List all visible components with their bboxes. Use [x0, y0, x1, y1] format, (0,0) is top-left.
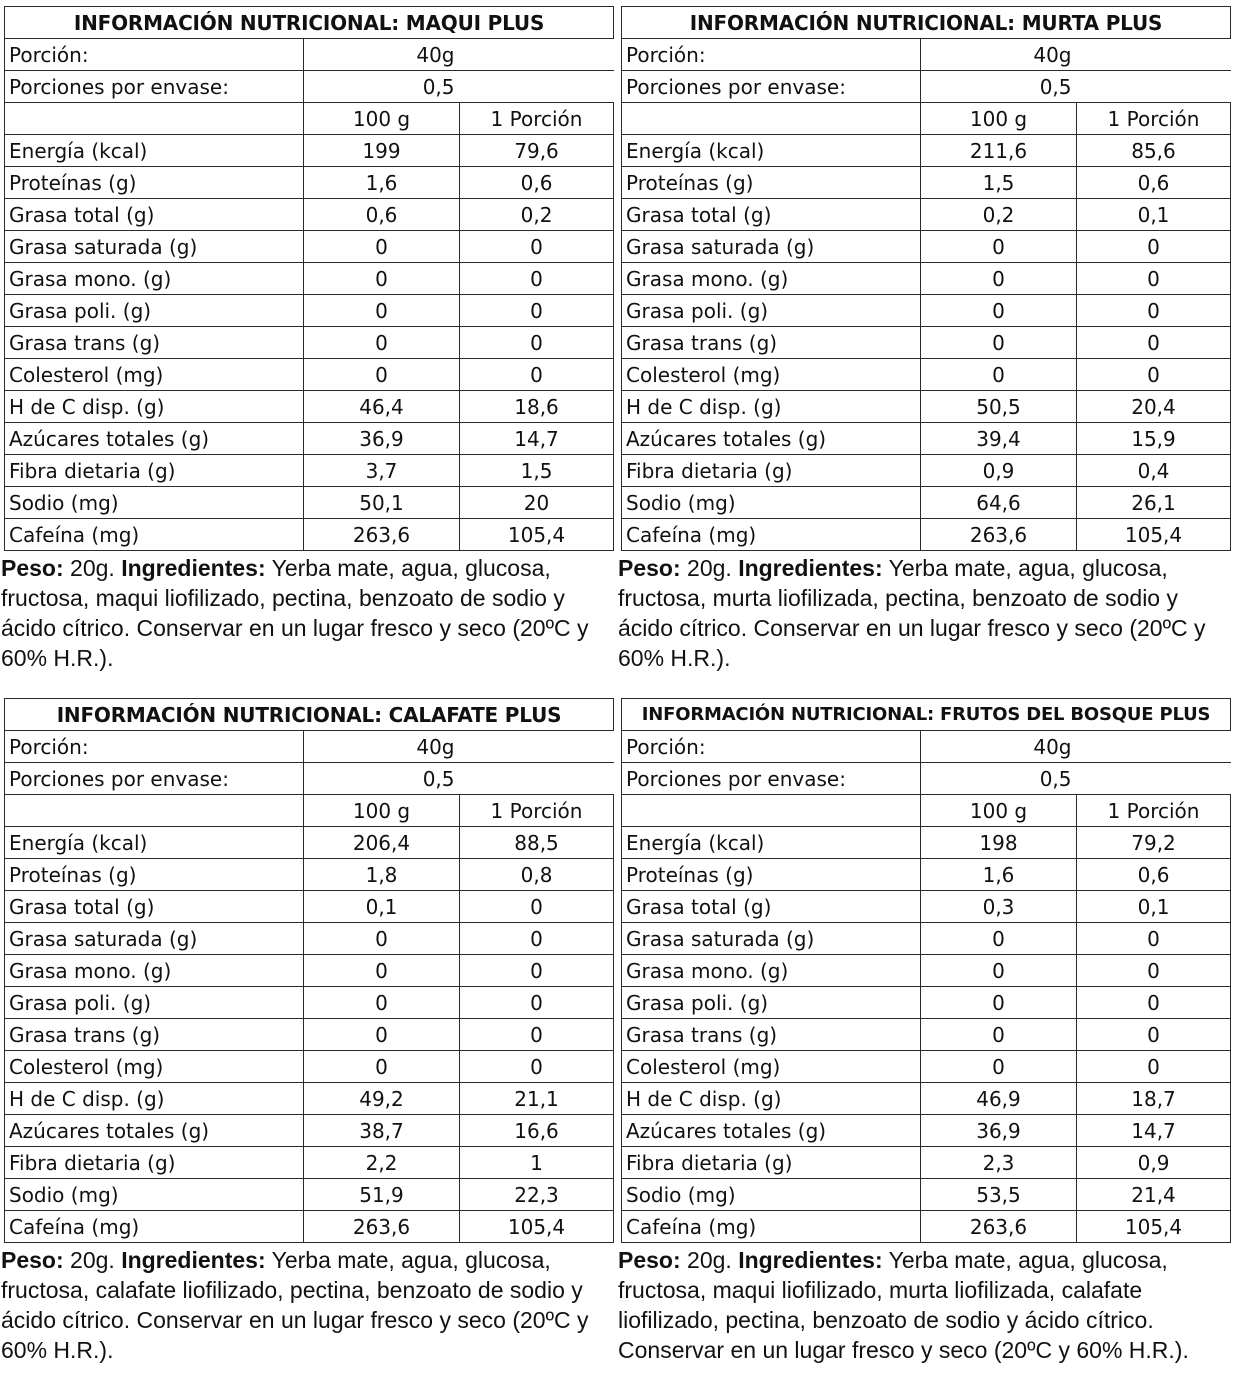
table-row: Sodio (mg) 51,9 22,3: [5, 1179, 614, 1211]
servings-value: 0,5: [304, 71, 460, 103]
servings-label: Porciones por envase:: [622, 763, 921, 795]
table-title: INFORMACIÓN NUTRICIONAL: CALAFATE PLUS: [5, 699, 614, 731]
portion-label: Porción:: [5, 39, 304, 71]
nutrition-table: [621, 698, 1231, 1243]
table-row: Grasa trans (g) 0 0: [622, 1019, 1231, 1051]
peso-label: Peso:: [618, 1247, 681, 1273]
ingredients-label: Ingredientes:: [121, 555, 266, 581]
table-row: Sodio (mg) 53,5 21,4: [622, 1179, 1231, 1211]
portion-value: 40g: [921, 731, 1077, 763]
portion-value: 40g: [304, 731, 460, 763]
table-row: Colesterol (mg) 0 0: [622, 359, 1231, 391]
table-row: Grasa poli. (g) 0 0: [5, 295, 614, 327]
table-row: Sodio (mg) 50,1 20: [5, 487, 614, 519]
nutrition-panel-frutos-del-bosque: [618, 698, 1230, 1365]
table-title: INFORMACIÓN NUTRICIONAL: MAQUI PLUS: [5, 7, 614, 39]
table-row: Proteínas (g) 1,8 0,8: [5, 859, 614, 891]
table-row: Fibra dietaria (g) 0,9 0,4: [622, 455, 1231, 487]
portion-label: Porción:: [622, 39, 921, 71]
column-header-portion: 1 Porción: [1077, 795, 1231, 827]
table-row: Grasa mono. (g) 0 0: [622, 955, 1231, 987]
table-title: INFORMACIÓN NUTRICIONAL: FRUTOS DEL BOSQUE PLUS: [622, 699, 1231, 731]
table-row: Fibra dietaria (g) 2,3 0,9: [622, 1147, 1231, 1179]
portion-value: 40g: [304, 39, 460, 71]
table-row: Grasa poli. (g) 0 0: [622, 295, 1231, 327]
ingredients-label: Ingredientes:: [738, 1247, 883, 1273]
nutrition-table: [4, 698, 614, 1243]
table-row: Proteínas (g) 1,5 0,6: [622, 167, 1231, 199]
ingredients-note: [1, 553, 617, 673]
table-row: Fibra dietaria (g) 3,7 1,5: [5, 455, 614, 487]
servings-label: Porciones por envase:: [5, 763, 304, 795]
peso-value: 20g.: [70, 555, 115, 581]
table-row: Grasa trans (g) 0 0: [622, 327, 1231, 359]
peso-label: Peso:: [618, 555, 681, 581]
nutrition-panel-murta: [618, 6, 1230, 673]
table-row: H de C disp. (g) 46,9 18,7: [622, 1083, 1231, 1115]
column-header-100g: 100 g: [304, 795, 460, 827]
table-row: Azúcares totales (g) 36,9 14,7: [622, 1115, 1231, 1147]
servings-value: 0,5: [304, 763, 460, 795]
ingredients-label: Ingredientes:: [121, 1247, 266, 1273]
table-row: Grasa saturada (g) 0 0: [5, 231, 614, 263]
table-row: Grasa trans (g) 0 0: [5, 1019, 614, 1051]
nutrition-table: [4, 6, 614, 551]
table-row: Energía (kcal) 206,4 88,5: [5, 827, 614, 859]
table-row: H de C disp. (g) 46,4 18,6: [5, 391, 614, 423]
servings-value: 0,5: [921, 763, 1077, 795]
table-row: Colesterol (mg) 0 0: [5, 1051, 614, 1083]
portion-value: 40g: [921, 39, 1077, 71]
peso-value: 20g.: [687, 1247, 732, 1273]
servings-value: 0,5: [921, 71, 1077, 103]
column-header-portion: 1 Porción: [1077, 103, 1231, 135]
table-row: Grasa poli. (g) 0 0: [5, 987, 614, 1019]
table-row: Proteínas (g) 1,6 0,6: [622, 859, 1231, 891]
table-row: Colesterol (mg) 0 0: [622, 1051, 1231, 1083]
table-row: Grasa total (g) 0,3 0,1: [622, 891, 1231, 923]
peso-label: Peso:: [1, 555, 64, 581]
peso-label: Peso:: [1, 1247, 64, 1273]
ingredients-text: Yerba mate, agua, glucosa, fructosa, murta liofilizada, pectina, benzoato de sodio y ácido cítrico. Conservar en un lugar fresco y seco (20ºC y 60% H.R.).: [618, 555, 1206, 671]
table-row: H de C disp. (g) 50,5 20,4: [622, 391, 1231, 423]
ingredients-text: Yerba mate, agua, glucosa, fructosa, maqui liofilizado, pectina, benzoato de sodio y ácido cítrico. Conservar en un lugar fresco y seco (20ºC y 60% H.R.).: [1, 555, 589, 671]
table-row: Grasa total (g) 0,1 0: [5, 891, 614, 923]
table-row: Sodio (mg) 64,6 26,1: [622, 487, 1231, 519]
table-row: Proteínas (g) 1,6 0,6: [5, 167, 614, 199]
table-row: Cafeína (mg) 263,6 105,4: [622, 1211, 1231, 1243]
table-row: Colesterol (mg) 0 0: [5, 359, 614, 391]
column-header-portion: 1 Porción: [460, 103, 614, 135]
table-row: Grasa saturada (g) 0 0: [5, 923, 614, 955]
servings-label: Porciones por envase:: [5, 71, 304, 103]
column-header-100g: 100 g: [921, 103, 1077, 135]
table-row: Grasa mono. (g) 0 0: [622, 263, 1231, 295]
table-row: Energía (kcal) 198 79,2: [622, 827, 1231, 859]
table-title: INFORMACIÓN NUTRICIONAL: MURTA PLUS: [622, 7, 1231, 39]
table-row: Fibra dietaria (g) 2,2 1: [5, 1147, 614, 1179]
nutrition-panel-calafate: [1, 698, 613, 1365]
table-row: H de C disp. (g) 49,2 21,1: [5, 1083, 614, 1115]
table-row: Grasa saturada (g) 0 0: [622, 231, 1231, 263]
table-row: Grasa trans (g) 0 0: [5, 327, 614, 359]
peso-value: 20g.: [70, 1247, 115, 1273]
table-row: Grasa poli. (g) 0 0: [622, 987, 1231, 1019]
column-header-100g: 100 g: [921, 795, 1077, 827]
table-row: Cafeína (mg) 263,6 105,4: [5, 1211, 614, 1243]
nutrition-panel-maqui: [1, 6, 613, 673]
table-row: Azúcares totales (g) 36,9 14,7: [5, 423, 614, 455]
portion-label: Porción:: [622, 731, 921, 763]
table-row: Azúcares totales (g) 39,4 15,9: [622, 423, 1231, 455]
column-header-100g: 100 g: [304, 103, 460, 135]
table-row: Energía (kcal) 199 79,6: [5, 135, 614, 167]
servings-label: Porciones por envase:: [622, 71, 921, 103]
table-row: Energía (kcal) 211,6 85,6: [622, 135, 1231, 167]
table-row: Grasa total (g) 0,6 0,2: [5, 199, 614, 231]
portion-label: Porción:: [5, 731, 304, 763]
nutrition-table: [621, 6, 1231, 551]
table-row: Grasa mono. (g) 0 0: [5, 263, 614, 295]
ingredients-note: [618, 553, 1234, 673]
column-header-portion: 1 Porción: [460, 795, 614, 827]
ingredients-text: Yerba mate, agua, glucosa, fructosa, calafate liofilizado, pectina, benzoato de sodio y ácido cítrico. Conservar en un lugar fresco y seco (20ºC y 60% H.R.).: [1, 1247, 589, 1363]
table-row: Grasa saturada (g) 0 0: [622, 923, 1231, 955]
table-row: Grasa mono. (g) 0 0: [5, 955, 614, 987]
ingredients-text: Yerba mate, agua, glucosa, fructosa, maqui liofilizado, murta liofilizada, calafate liofilizado, pectina, benzoato de sodio y ácido cítrico. Conservar en un lugar fresco y seco (20ºC y 60% H.R.).: [618, 1247, 1189, 1363]
ingredients-note: [1, 1245, 617, 1365]
ingredients-note: [618, 1245, 1234, 1365]
table-row: Cafeína (mg) 263,6 105,4: [622, 519, 1231, 551]
peso-value: 20g.: [687, 555, 732, 581]
ingredients-label: Ingredientes:: [738, 555, 883, 581]
table-row: Azúcares totales (g) 38,7 16,6: [5, 1115, 614, 1147]
table-row: Grasa total (g) 0,2 0,1: [622, 199, 1231, 231]
table-row: Cafeína (mg) 263,6 105,4: [5, 519, 614, 551]
